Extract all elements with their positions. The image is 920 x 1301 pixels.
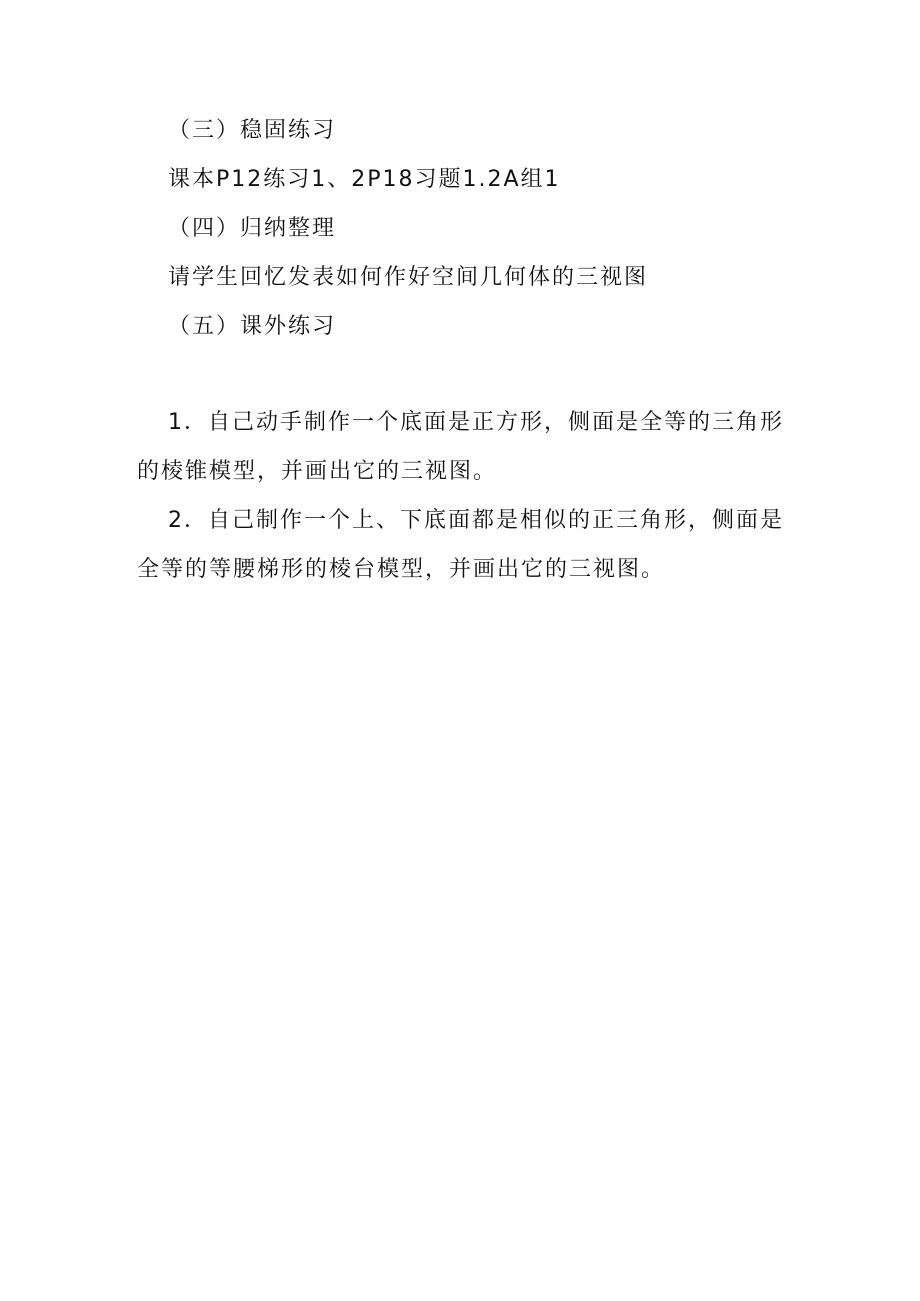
exercise-1-line-2: 的棱锥模型，并画出它的三视图。 — [137, 459, 498, 484]
exercise-2-line-2: 全等的等腰梯形的棱台模型，并画出它的三视图。 — [137, 557, 666, 582]
exercise-2-line-1: 2．自己制作一个上、下底面都是相似的正三角形，侧面是 — [168, 508, 784, 533]
section-heading-homework: （五）课外练习 — [168, 314, 337, 339]
section-text-summary: 请学生回忆发表如何作好空间几何体的三视图 — [168, 265, 649, 290]
section-text-consolidation: 课本P12练习1、2P18习题1.2A组1 — [168, 167, 561, 192]
exercise-1-line-1: 1．自己动手制作一个底面是正方形，侧面是全等的三角形 — [168, 410, 784, 435]
section-heading-consolidation: （三）稳固练习 — [168, 118, 337, 143]
section-heading-summary: （四）归纳整理 — [168, 216, 337, 241]
